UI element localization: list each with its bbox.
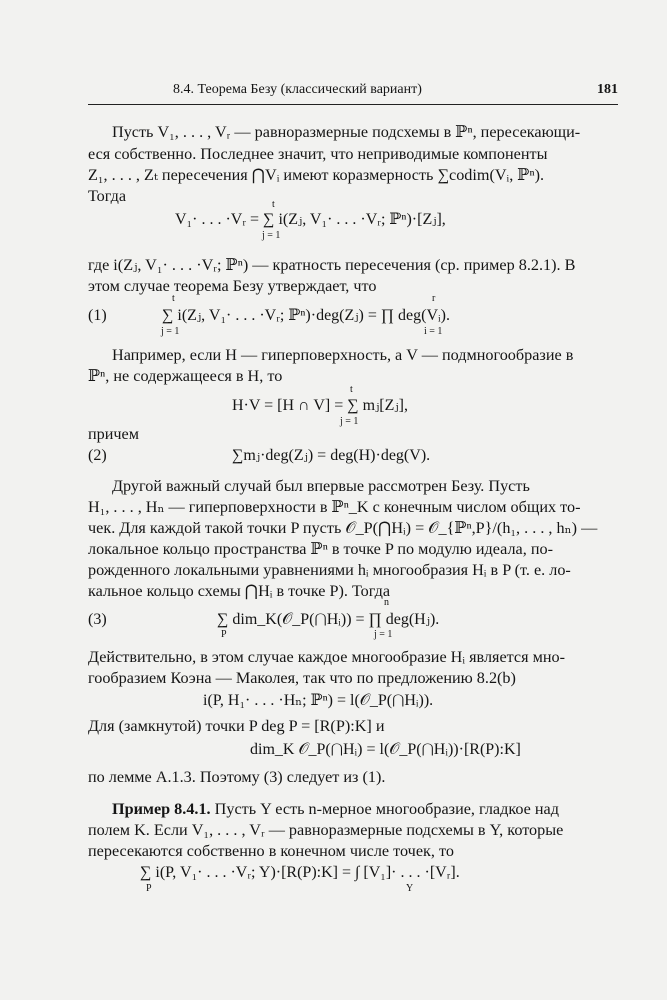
- example-text: Пусть Y есть n-мерное многообразие, гладкое над: [210, 800, 559, 818]
- text-line: H₁, . . . , Hₙ — гиперповерхности в ℙⁿ_K с конечным числом общих то-: [88, 498, 581, 516]
- text-line: гообразием Коэна — Маколея, так что по предложению 8.2(b): [88, 669, 516, 687]
- text-line: Например, если H — гиперповерхность, а V — подмногообразие в: [112, 346, 574, 364]
- text-line: полем K. Если V₁, . . . , Vᵣ — равноразмерные подсхемы в Y, которые: [88, 821, 564, 839]
- sum-lower-limit: j = 1: [262, 230, 281, 241]
- formula-1: V₁· . . . ·Vᵣ = ∑ i(Zⱼ, V₁· . . . ·Vᵣ; ℙⁿ)·[Zⱼ],: [175, 211, 446, 228]
- page-number: 181: [597, 82, 618, 97]
- integral-lower-limit: Y: [406, 883, 414, 894]
- text-line: рожденного локальными уравнениями hᵢ многообразия Hᵢ в P (т. е. ло-: [88, 561, 571, 579]
- text-line: пересекаются собственно в конечном числе точек, то: [88, 842, 454, 860]
- prod-upper-limit: r: [432, 293, 436, 304]
- prod-upper-limit: n: [384, 597, 389, 608]
- formula-8: ∑ i(P, V₁· . . . ·Vᵣ; Y)·[R(P):K] = ∫ [V₁]· . . . ·[Vᵣ].: [140, 864, 460, 881]
- equation-number-2: (2): [88, 447, 107, 464]
- text-line: локальное кольцо пространства ℙⁿ в точке P по модулю идеала, по-: [88, 540, 553, 558]
- text-line: по лемме A.1.3. Поэтому (3) следует из (1).: [88, 768, 386, 786]
- text-line: где i(Zⱼ, V₁· . . . ·Vᵣ; ℙⁿ) — кратность пересечения (ср. пример 8.2.1). В: [88, 256, 576, 274]
- header-title: 8.4. Теорема Безу (классический вариант): [173, 82, 422, 97]
- formula-5: ∑ dim_K(𝒪_P(⋂Hᵢ)) = ∏ deg(Hⱼ).: [217, 611, 440, 628]
- equation-number-1: (1): [88, 307, 107, 324]
- text-line: Другой важный случай был впервые рассмотрен Безу. Пусть: [112, 477, 530, 495]
- formula-3: H·V = [H ∩ V] = ∑ mⱼ[Zⱼ],: [232, 397, 408, 414]
- formula-6: i(P, H₁· . . . ·Hₙ; ℙⁿ) = l(𝒪_P(⋂Hᵢ)).: [203, 692, 434, 709]
- example-line: [112, 799, 618, 819]
- text-line: ℙⁿ, не содержащееся в H, то: [88, 367, 283, 385]
- equation-number-3: (3): [88, 611, 107, 628]
- text-line: чек. Для каждой такой точки P пусть 𝒪_P(⋂Hᵢ) = 𝒪_{ℙⁿ,P}/(h₁, . . . , hₙ) —: [88, 519, 598, 537]
- sum-lower-limit: P: [221, 629, 227, 640]
- text-line: кальное кольцо схемы ⋂Hᵢ в точке P). Тогда: [88, 582, 391, 600]
- text-line: причем: [88, 425, 139, 443]
- running-header: [88, 82, 618, 105]
- sum-lower-limit: P: [146, 883, 152, 894]
- formula-4: ∑mⱼ·deg(Zⱼ) = deg(H)·deg(V).: [232, 447, 431, 464]
- text-line: Z₁, . . . , Zₜ пересечения ⋂Vᵢ имеют коразмерность ∑codim(Vᵢ, ℙⁿ).: [88, 166, 545, 184]
- example-label: Пример 8.4.1.: [112, 800, 211, 818]
- text-line: Для (замкнутой) точки P deg P = [R(P):K] и: [88, 717, 385, 735]
- formula-2: ∑ i(Zⱼ, V₁· . . . ·Vᵣ; ℙⁿ)·deg(Zⱼ) = ∏ deg(Vᵢ).: [162, 307, 450, 324]
- prod-lower-limit: i = 1: [424, 326, 443, 337]
- formula-7: dim_K 𝒪_P(⋂Hᵢ) = l(𝒪_P(⋂Hᵢ))·[R(P):K]: [250, 741, 521, 758]
- text-line: этом случае теорема Безу утверждает, что: [88, 277, 377, 295]
- sum-lower-limit: j = 1: [340, 416, 359, 427]
- text-line: Действительно, в этом случае каждое многообразие Hᵢ является мно-: [88, 648, 565, 666]
- text-line: Тогда: [88, 187, 127, 205]
- sum-upper-limit: t: [272, 199, 275, 210]
- sum-upper-limit: t: [350, 384, 353, 395]
- sum-upper-limit: t: [172, 293, 175, 304]
- text-line: Пусть V₁, . . . , Vᵣ — равноразмерные подсхемы в ℙⁿ, пересекающи-: [112, 123, 581, 141]
- prod-lower-limit: j = 1: [374, 629, 393, 640]
- text-line: еся собственно. Последнее значит, что неприводимые компоненты: [88, 145, 548, 163]
- sum-lower-limit: j = 1: [161, 326, 180, 337]
